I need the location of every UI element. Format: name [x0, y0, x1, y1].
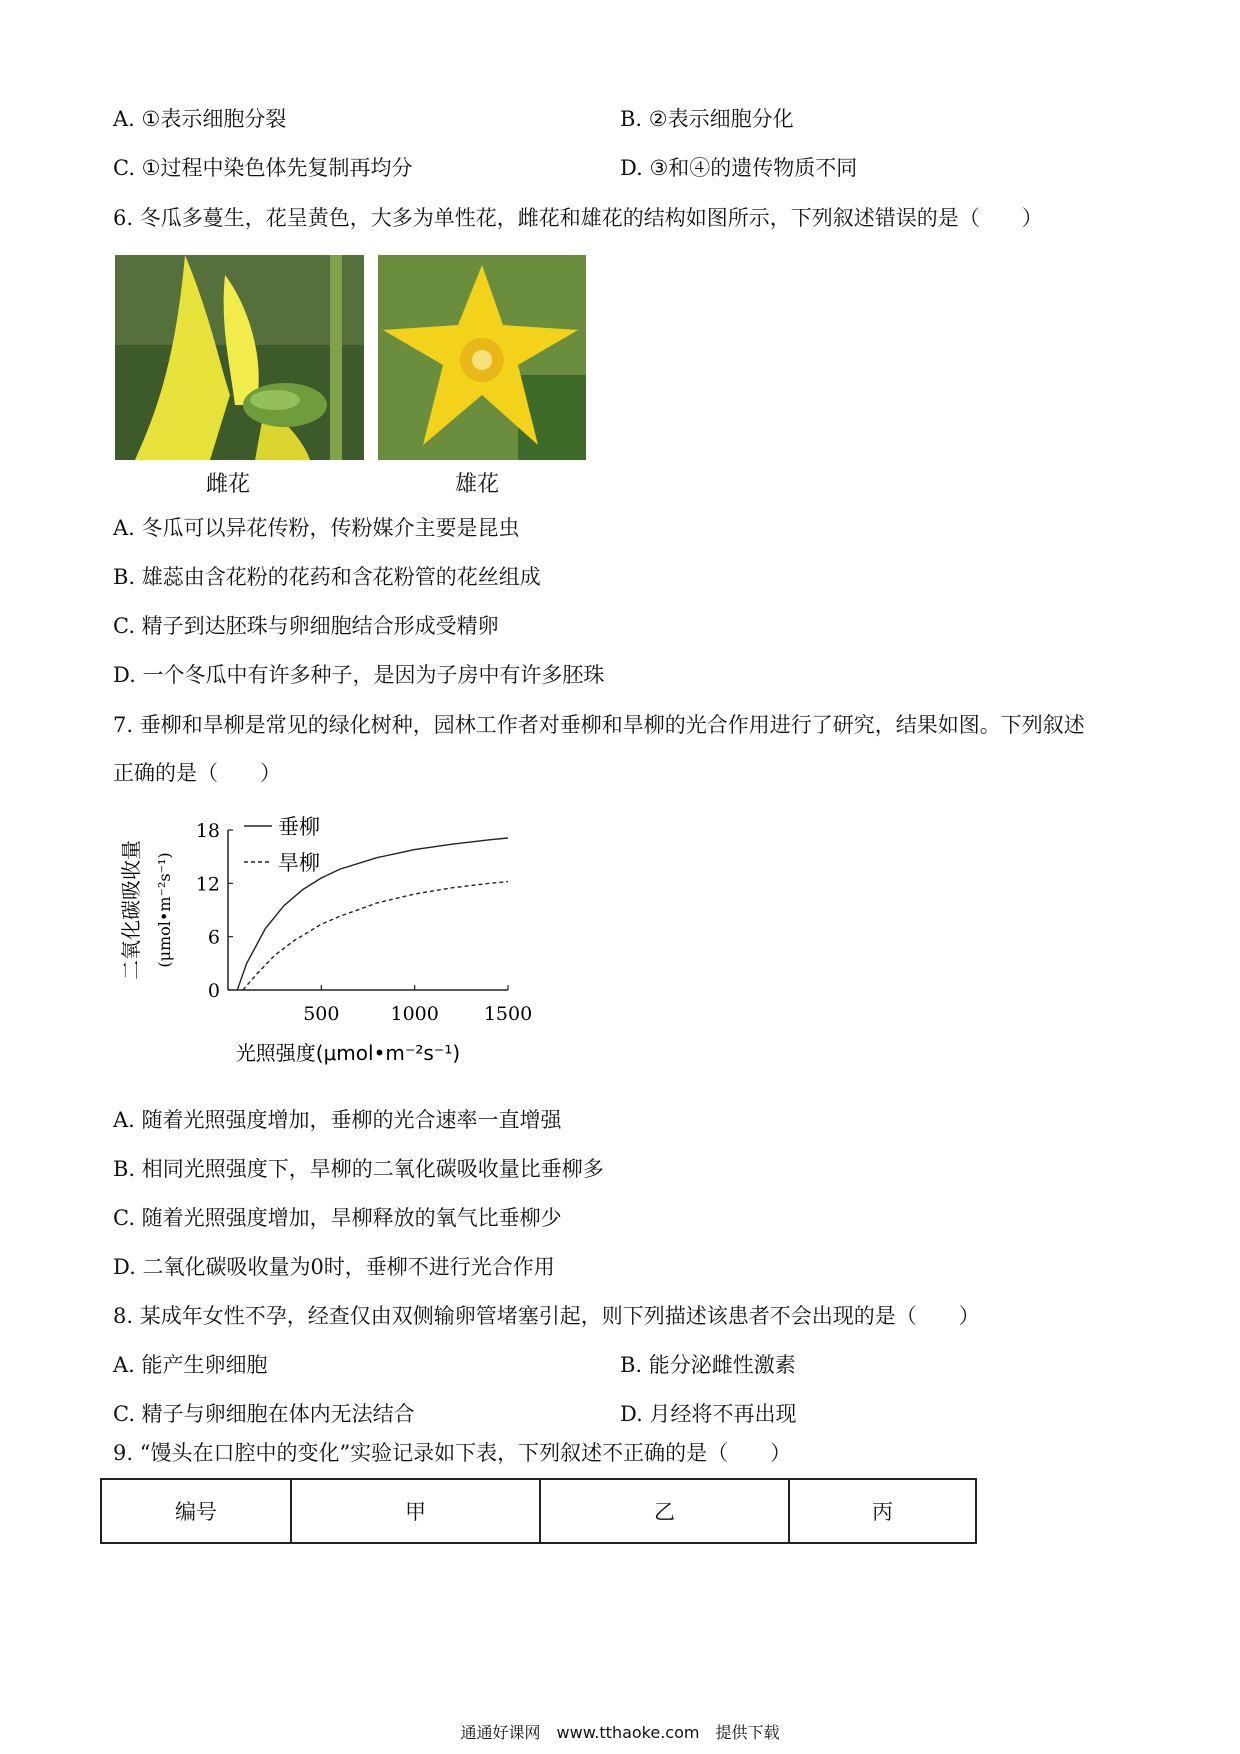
q6-option-a: A. 冬瓜可以异花传粉，传粉媒介主要是昆虫 [113, 516, 520, 540]
table-header-cell: 甲 [291, 1479, 540, 1543]
q7-option-c: C. 随着光照强度增加，旱柳释放的氧气比垂柳少 [113, 1206, 562, 1230]
q6-option-c: C. 精子到达胚珠与卵细胞结合形成受精卵 [113, 614, 499, 638]
q7-option-a: A. 随着光照强度增加，垂柳的光合速率一直增强 [113, 1108, 562, 1132]
x-tick-label: 1500 [483, 1003, 533, 1025]
male-flower-caption: 雄花 [455, 472, 500, 497]
table-header-cell: 乙 [540, 1479, 789, 1543]
table-header-cell: 丙 [789, 1479, 976, 1543]
experiment-table [100, 1478, 977, 1544]
q9-stem: 9. “馒头在口腔中的变化”实验记录如下表，下列叙述不正确的是（ ） [113, 1441, 792, 1465]
q5-option-a: A. ①表示细胞分裂 [113, 107, 287, 131]
q6-stem: 6. 冬瓜多蔓生，花呈黄色，大多为单性花，雌花和雄花的结构如图所示，下列叙述错误的是（ ） [113, 206, 1043, 230]
y-tick-label: 12 [195, 873, 220, 896]
legend-label-1: 垂柳 [278, 815, 320, 839]
q8-option-d: D. 月经将不再出现 [620, 1402, 797, 1426]
q6-option-d: D. 一个冬瓜中有许多种子，是因为子房中有许多胚珠 [113, 663, 605, 687]
y-tick-label: 6 [207, 926, 220, 949]
q8-option-c: C. 精子与卵细胞在体内无法结合 [113, 1402, 415, 1426]
x-axis-label: 光照强度(μmol•m⁻²s⁻¹) [235, 1041, 461, 1065]
x-tick-label: 500 [303, 1003, 340, 1025]
q5-option-d: D. ③和④的遗传物质不同 [620, 156, 858, 180]
female-flower-photo [115, 255, 364, 460]
y-axis-unit: (μmol•m⁻²s⁻¹) [155, 852, 174, 968]
series-line-2 [243, 882, 508, 990]
q8-stem: 8. 某成年女性不孕，经查仅由双侧输卵管堵塞引起，则下列描述该患者不会出现的是（ ） [113, 1304, 980, 1328]
q8-option-a: A. 能产生卵细胞 [113, 1353, 268, 1377]
legend-label-2: 旱柳 [278, 851, 320, 875]
y-axis-label: 二氧化碳吸收量 [119, 840, 143, 980]
q5-option-b: B. ②表示细胞分化 [620, 107, 794, 131]
q7-stem-line1: 7. 垂柳和旱柳是常见的绿化树种，园林工作者对垂柳和旱柳的光合作用进行了研究，结果如图。下列叙述 [113, 713, 1085, 737]
y-tick-label: 18 [195, 820, 220, 842]
q5-option-c: C. ①过程中染色体先复制再均分 [113, 156, 413, 180]
table-header-cell: 编号 [101, 1479, 291, 1543]
table-row [101, 1479, 976, 1543]
q7-option-d: D. 二氧化碳吸收量为0时，垂柳不进行光合作用 [113, 1255, 555, 1279]
x-tick-label: 1000 [390, 1003, 439, 1025]
female-flower-caption: 雌花 [206, 472, 251, 497]
q6-option-b: B. 雄蕊由含花粉的花药和含花粉管的花丝组成 [113, 565, 541, 589]
page-footer: 通通好课网 www.tthaoke.com 提供下载 [460, 1723, 780, 1742]
q7-option-b: B. 相同光照强度下，旱柳的二氧化碳吸收量比垂柳多 [113, 1157, 604, 1181]
q7-stem-line2: 正确的是（ ） [113, 761, 281, 785]
photosynthesis-chart [108, 808, 548, 1088]
q8-option-b: B. 能分泌雌性激素 [620, 1353, 796, 1377]
male-flower-photo [378, 255, 586, 460]
chart-axes [228, 830, 508, 990]
y-tick-label: 0 [207, 980, 220, 1002]
chart-labels [119, 815, 532, 1065]
